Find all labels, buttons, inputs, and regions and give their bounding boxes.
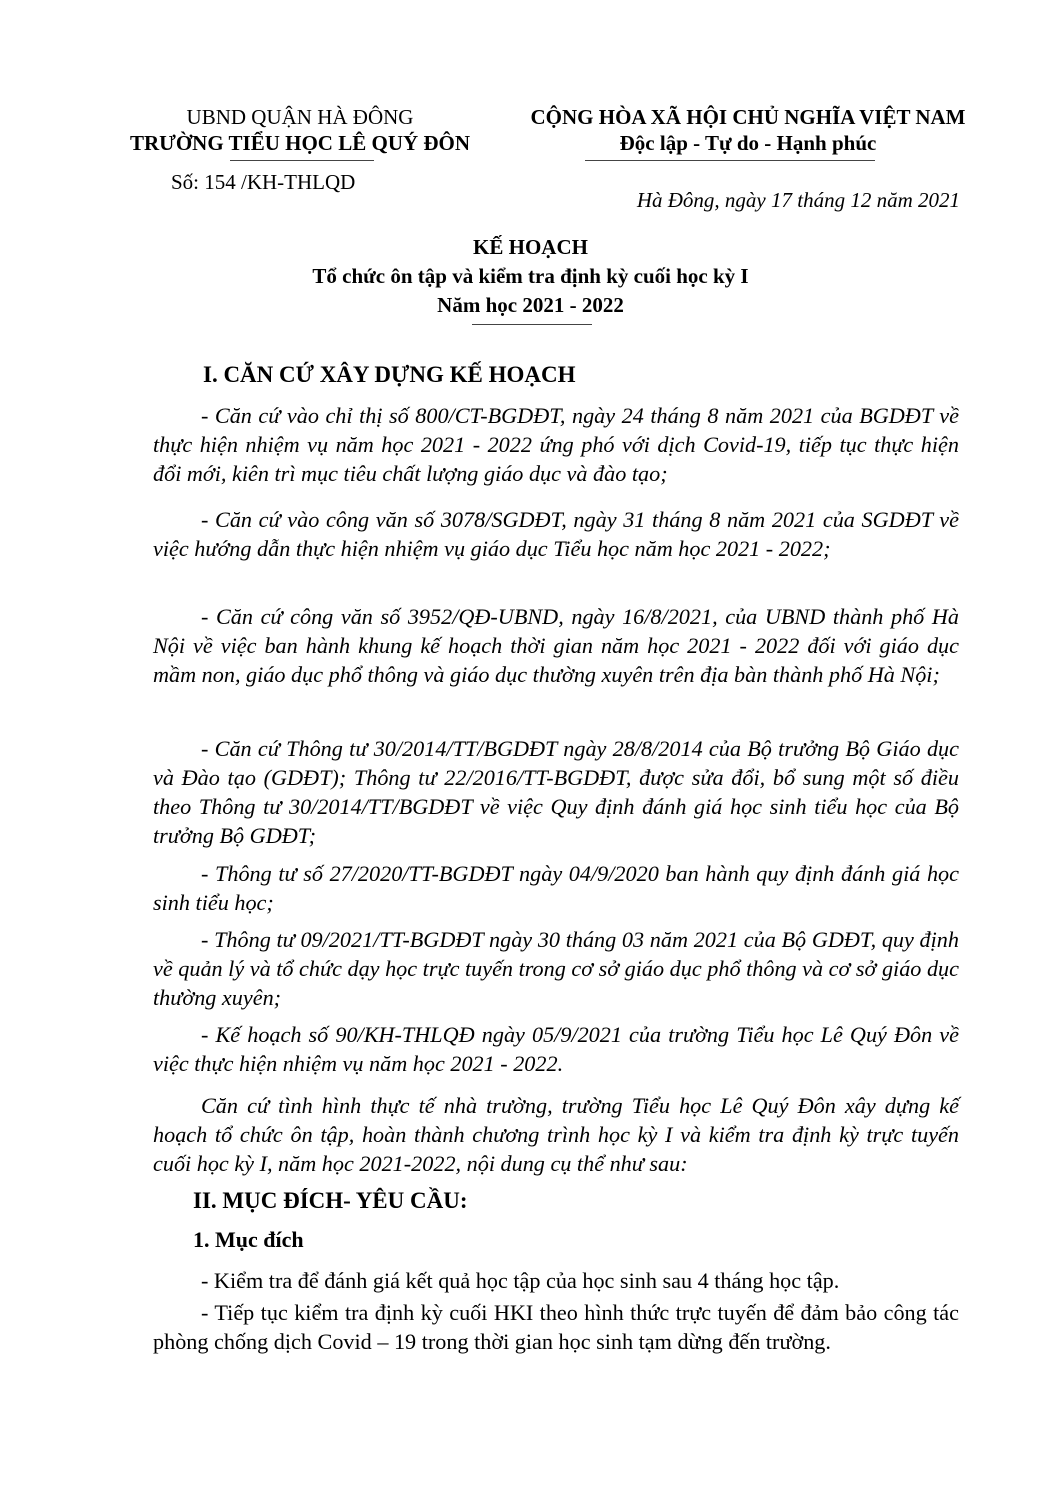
motto-underline (585, 160, 875, 161)
document-date: Hà Đông, ngày 17 tháng 12 năm 2021 (636, 188, 960, 212)
section-2-subheading: 1. Mục đích (193, 1227, 304, 1252)
document-number: Số: 154 /KH-THLQD (171, 170, 356, 194)
basis-paragraph-3: - Căn cứ công văn số 3952/QĐ-UBND, ngày 16/8/2021, của UBND thành phố Hà Nội về việc ban hành khung kế hoạch thời gian năm học 2021 - 2022 đối với giáo dục mầm non, giáo dục phổ thông và giáo dục thường xuyên trên địa bàn thành phố Hà Nội; (153, 604, 959, 687)
purpose-paragraph-2: - Tiếp tục kiểm tra định kỳ cuối HKI theo hình thức trực tuyến để đảm bảo công tác phòng chống dịch Covid – 19 trong thời gian học sinh tạm dừng đến trường. (153, 1300, 959, 1354)
national-motto: Độc lập - Tự do - Hạnh phúc (619, 131, 877, 155)
agency-line-1: UBND QUẬN HÀ ĐÔNG (186, 105, 414, 129)
section-2-heading: II. MỤC ĐÍCH- YÊU CẦU: (193, 1188, 468, 1213)
document-subtitle: Tổ chức ôn tập và kiểm tra định kỳ cuối học kỳ I (312, 264, 749, 288)
section-1-heading: I. CĂN CỨ XÂY DỰNG KẾ HOẠCH (203, 362, 576, 387)
basis-paragraph-7: - Kế hoạch số 90/KH-THLQĐ ngày 05/9/2021 của trường Tiểu học Lê Quý Đôn về việc thực hiện nhiệm vụ năm học 2021 - 2022. (153, 1022, 959, 1076)
agency-line-2: TRƯỜNG TIỂU HỌC LÊ QUÝ ĐÔN (129, 131, 471, 155)
basis-paragraph-1: - Căn cứ vào chỉ thị số 800/CT-BGDĐT, ngày 24 tháng 8 năm 2021 của BGDĐT về thực hiện nhiệm vụ năm học 2021 - 2022 ứng phó với dịch Covid-19, tiếp tục thực hiện đổi mới, kiên trì mục tiêu chất lượng giáo dục và đào tạo; (153, 403, 959, 486)
national-name: CỘNG HÒA XÃ HỘI CHỦ NGHĨA VIỆT NAM (530, 105, 966, 129)
basis-paragraph-2: - Căn cứ vào công văn số 3078/SGDĐT, ngày 31 tháng 8 năm 2021 của SGDĐT về việc hướng dẫn thực hiện nhiệm vụ giáo dục Tiểu học năm học 2021 - 2022; (153, 507, 959, 561)
school-year: Năm học 2021 - 2022 (437, 293, 624, 317)
basis-paragraph-4: - Căn cứ Thông tư 30/2014/TT/BGDĐT ngày 28/8/2014 của Bộ trưởng Bộ Giáo dục và Đào tạo (GDĐT); Thông tư 22/2016/TT-BGDĐT, được sửa đổi, bổ sung một số điều theo Thông tư 30/2014/TT/BGDĐT về việc Quy định đánh giá học sinh tiểu học của Bộ trưởng Bộ GDĐT; (153, 736, 959, 848)
basis-paragraph-6: - Thông tư 09/2021/TT-BGDĐT ngày 30 tháng 03 năm 2021 của Bộ GDĐT, quy định về quản lý và tổ chức dạy học trực tuyến trong cơ sở giáo dục phổ thông và cơ sở giáo dục thường xuyên; (153, 927, 959, 1010)
title-underline (472, 324, 592, 325)
national-motto-block (518, 104, 978, 156)
purpose-paragraph-1: - Kiểm tra để đánh giá kết quả học tập của học sinh sau 4 tháng học tập. (201, 1268, 840, 1293)
document-title-block (0, 233, 1061, 320)
document-title: KẾ HOẠCH (473, 235, 588, 259)
issuing-agency-block (100, 104, 500, 156)
agency-underline (230, 160, 374, 161)
basis-paragraph-5: - Thông tư số 27/2020/TT-BGDĐT ngày 04/9/2020 ban hành quy định đánh giá học sinh tiểu học; (153, 861, 959, 915)
basis-paragraph-8: Căn cứ tình hình thực tế nhà trường, trường Tiểu học Lê Quý Đôn xây dựng kế hoạch tổ chức ôn tập, hoàn thành chương trình học kỳ I và kiểm tra định kỳ trực tuyến cuối học kỳ I, năm học 2021-2022, nội dung cụ thể như sau: (153, 1093, 959, 1176)
